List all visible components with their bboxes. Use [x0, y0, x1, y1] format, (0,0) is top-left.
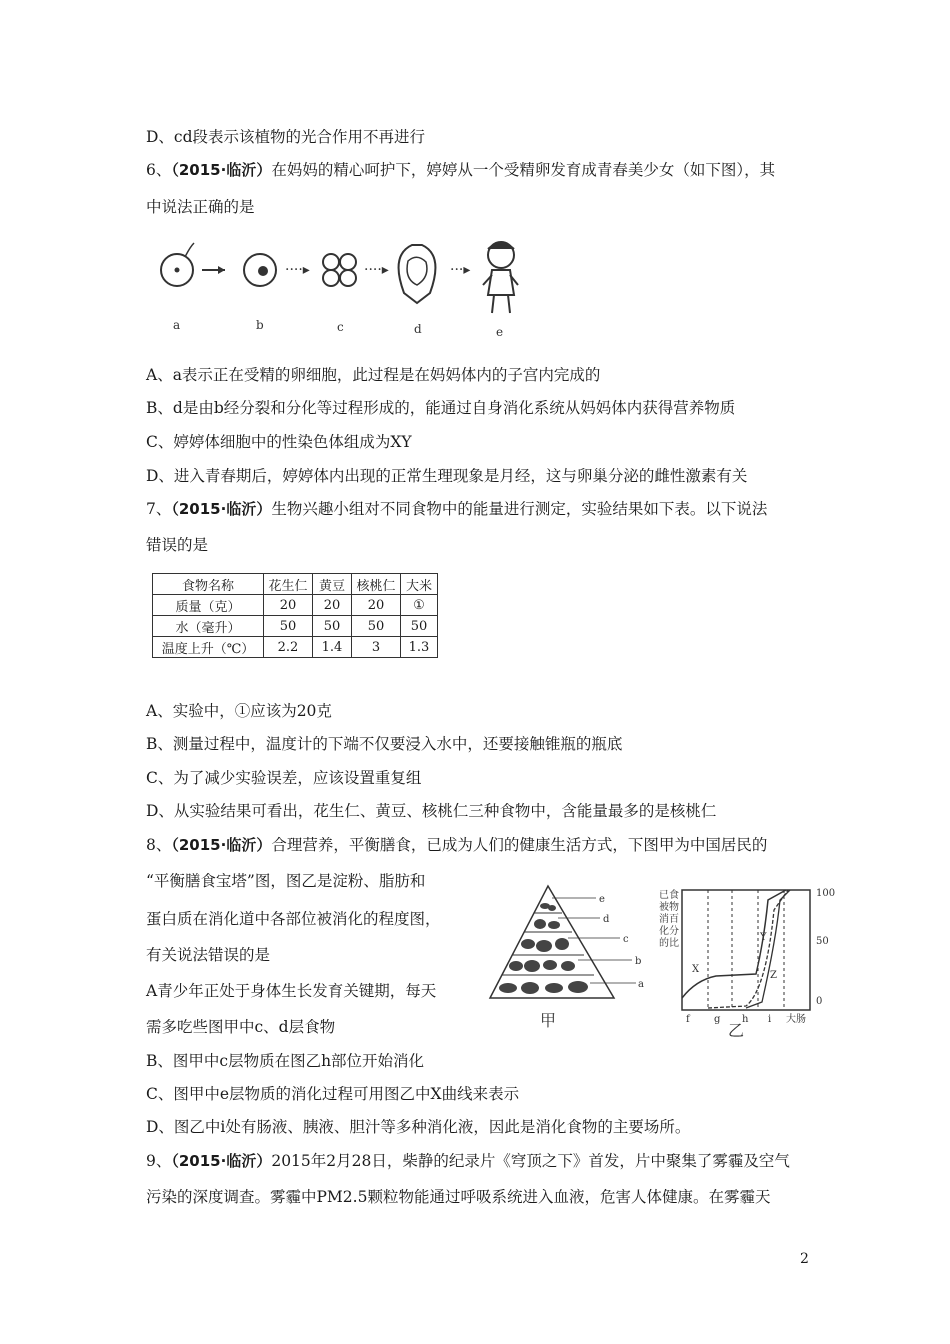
q8-option-d: D、图乙中i处有肠液、胰液、胆汁等多种消化液，因此是消化食物的主要场所。 — [146, 1118, 691, 1136]
q7-food-table-wrap — [152, 573, 438, 658]
table-cell: 水（毫升） — [153, 616, 264, 637]
q6-option-b: B、d是由b经分裂和分化等过程形成的，能通过自身消化系统从妈妈体内获得营养物质 — [146, 399, 736, 417]
y-tick-50: 50 — [816, 936, 829, 947]
curve-label-y: Y — [760, 932, 767, 943]
table-cell: ① — [401, 595, 438, 616]
q9-stem: 2015年2月28日，柴静的纪录片《穹顶之下》首发，片中聚集了雾霾及空气 — [271, 1152, 790, 1170]
q6-development-figure — [150, 235, 530, 350]
table-cell: 50 — [401, 616, 438, 637]
y-axis-label-char: 分 — [669, 926, 679, 937]
table-row — [153, 616, 438, 637]
y-axis-label-char: 消 — [659, 914, 669, 925]
q6-number: 6、 — [146, 161, 172, 179]
q8-option-a-line2: 需多吃些图甲中c、d层食物 — [146, 1018, 336, 1036]
q9-stem-line1 — [146, 1151, 790, 1171]
table-cell: 1.4 — [313, 637, 352, 658]
zygote-icon — [244, 254, 276, 286]
y-axis-label-char: 化 — [659, 926, 669, 937]
q6-label-a: a — [173, 318, 181, 332]
embryo-in-uterus-icon — [399, 245, 436, 303]
svg-text:····▸: ····▸ — [285, 262, 310, 278]
figure-caption-jia: 甲 — [539, 1011, 557, 1030]
table-cell: 20 — [264, 595, 313, 616]
q9-stem-line2: 污染的深度调查。雾霾中PM2.5颗粒物能通过呼吸系统进入血液，危害人体健康。在雾霾天 — [146, 1188, 771, 1206]
q8-stem-line2: “平衡膳食宝塔”图，图乙是淀粉、脂肪和 — [146, 872, 426, 890]
q8-source: （2015·临沂） — [171, 836, 272, 854]
x-tick-i: i — [768, 1014, 772, 1025]
q5-option-d: D、cd段表示该植物的光合作用不再进行 — [146, 128, 426, 146]
x-tick-g: g — [714, 1014, 721, 1025]
table-row — [153, 637, 438, 658]
q8-option-c: C、图甲中e层物质的消化过程可用图乙中X曲线来表示 — [146, 1085, 520, 1103]
q7-option-d: D、从实验结果可看出，花生仁、黄豆、核桃仁三种食物中，含能量最多的是核桃仁 — [146, 802, 717, 820]
figure-caption-yi: 乙 — [727, 1021, 745, 1038]
teen-girl-icon — [483, 242, 518, 313]
y-axis-label-char: 食 — [669, 890, 679, 901]
y-axis-label — [659, 888, 679, 949]
table-cell: 1.3 — [401, 637, 438, 658]
y-axis-label-char: 比 — [669, 938, 679, 949]
table-cell: 50 — [313, 616, 352, 637]
q7-option-a: A、实验中，①应该为20克 — [146, 702, 332, 720]
q6-stem-line2: 中说法正确的是 — [146, 198, 255, 216]
x-tick-f: f — [686, 1014, 690, 1025]
pyramid-label-a: a — [638, 979, 644, 990]
table-header: 大米 — [401, 574, 438, 595]
y-axis-label-char: 已 — [659, 890, 669, 901]
q6-label-b: b — [256, 318, 264, 332]
table-header: 黄豆 — [313, 574, 352, 595]
q6-option-c: C、婷婷体细胞中的性染色体组成为XY — [146, 433, 412, 451]
q7-stem-line2: 错误的是 — [146, 536, 209, 554]
pyramid-label-e: e — [599, 894, 605, 905]
q8-stem-line4: 有关说法错误的是 — [146, 946, 271, 964]
q6-stem-line1 — [146, 160, 775, 180]
q8-stem: 合理营养，平衡膳食，已成为人们的健康生活方式，下图甲为中国居民的 — [271, 836, 768, 854]
table-cell: 3 — [352, 637, 401, 658]
y-axis-label-char: 的 — [659, 938, 669, 949]
pyramid-label-d: d — [603, 914, 610, 925]
q6-option-d: D、进入青春期后，婷婷体内出现的正常生理现象是月经，这与卵巢分泌的雌性激素有关 — [146, 467, 748, 485]
q8-option-a-line1: A青少年正处于身体生长发育关键期，每天 — [146, 982, 437, 1000]
q8-food-pyramid-figure — [482, 880, 650, 1030]
y-tick-100: 100 — [816, 888, 836, 899]
q8-digestion-chart — [656, 880, 838, 1038]
table-header: 花生仁 — [264, 574, 313, 595]
table-cell: 质量（克） — [153, 595, 264, 616]
table-row — [153, 595, 438, 616]
curve-label-x: X — [692, 964, 700, 975]
x-tick-h: h — [742, 1014, 749, 1025]
table-cell: 50 — [352, 616, 401, 637]
q7-stem: 生物兴趣小组对不同食物中的能量进行测定，实验结果如下表。以下说法 — [271, 500, 768, 518]
q7-option-c: C、为了减少实验误差，应该设置重复组 — [146, 769, 422, 787]
y-axis-label-char: 物 — [669, 902, 679, 913]
table-header: 食物名称 — [153, 574, 264, 595]
q7-food-table — [152, 573, 438, 658]
svg-text:···▸: ···▸ — [450, 262, 471, 278]
q8-number: 8、 — [146, 836, 172, 854]
q6-source: （2015·临沂） — [171, 161, 272, 179]
svg-text:····▸: ····▸ — [364, 262, 389, 278]
table-header: 核桃仁 — [352, 574, 401, 595]
q8-stem-line1 — [146, 835, 767, 855]
q6-label-e: e — [496, 325, 504, 339]
table-cell: 50 — [264, 616, 313, 637]
table-cell: 20 — [313, 595, 352, 616]
q9-number: 9、 — [146, 1152, 172, 1170]
q8-option-b: B、图甲中c层物质在图乙h部位开始消化 — [146, 1052, 425, 1070]
x-tick-large-intestine: 大肠 — [786, 1014, 806, 1025]
q7-number: 7、 — [146, 500, 172, 518]
y-axis-label-char: 百 — [669, 914, 679, 925]
q6-label-c: c — [337, 320, 344, 334]
q7-stem-line1 — [146, 499, 767, 519]
cell-division-icon — [323, 254, 356, 286]
table-cell: 温度上升（℃） — [153, 637, 264, 658]
fertilized-egg-icon — [161, 243, 194, 286]
q9-source: （2015·临沂） — [171, 1152, 272, 1170]
pyramid-label-c: c — [623, 934, 629, 945]
q7-option-b: B、测量过程中，温度计的下端不仅要浸入水中，还要接触锥瓶的瓶底 — [146, 735, 623, 753]
q6-option-a: A、a表示正在受精的卵细胞，此过程是在妈妈体内的子宫内完成的 — [146, 366, 601, 384]
table-header-row — [153, 574, 438, 595]
pyramid-label-b: b — [635, 956, 642, 967]
page-number: 2 — [800, 1251, 809, 1267]
q6-label-d: d — [414, 322, 422, 336]
curve-label-z: Z — [770, 970, 777, 981]
table-cell: 2.2 — [264, 637, 313, 658]
q7-source: （2015·临沂） — [171, 500, 272, 518]
table-cell: 20 — [352, 595, 401, 616]
q8-stem-line3: 蛋白质在消化道中各部位被消化的程度图， — [146, 910, 441, 928]
q6-stem: 在妈妈的精心呵护下，婷婷从一个受精卵发育成青春美少女（如下图），其 — [271, 161, 776, 179]
y-axis-label-char: 被 — [659, 902, 669, 913]
y-tick-0: 0 — [816, 996, 823, 1007]
